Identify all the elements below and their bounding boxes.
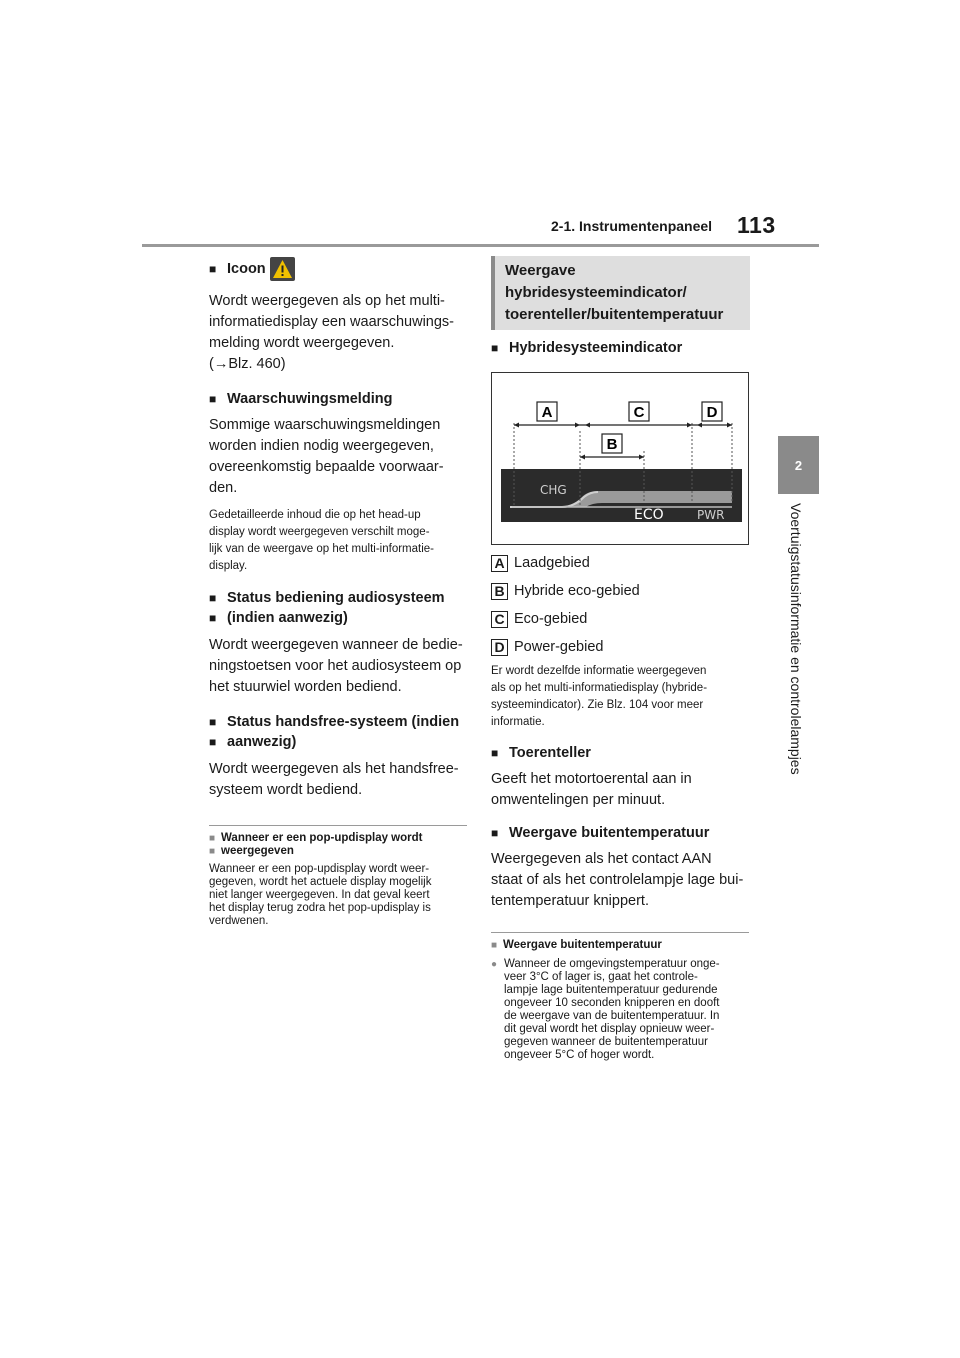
icoon-section [209,255,467,375]
buitentemp-line: Weergegeven als het contact AAN [491,851,712,867]
legend-letter: A [491,555,508,572]
chapter-tab: 2 [778,436,819,494]
waarschuwing-line: den. [209,480,238,496]
popup-note-heading: ■ Wanneer er een pop-updisplay wordt [209,832,467,845]
hybride-heading: ■ Hybridesysteemindicator [491,338,960,358]
buitentemp-note-heading: ■ Weergave buitentemperatuur [491,939,749,952]
audio-line: het stuurwiel worden bediend. [209,679,402,695]
popup-note-line: het display terug zodra het pop-updisplay is [209,902,431,914]
handsfree-section [209,712,467,801]
label-b: B [606,436,618,453]
right-column-body [491,553,749,1062]
legend-text: Hybride eco-gebied [514,583,640,599]
buitentemp-heading: ■ Weergave buitentemperatuur [491,823,749,843]
hybride-note: als op het multi-informatiedisplay (hybride- [491,682,708,694]
buitentemp-note-line: gegeven wanneer de buitentemperatuur [504,1036,708,1048]
legend-letter: D [491,639,508,656]
icoon-heading: ■ Icoon [209,255,467,283]
buitentemp-note-line: lampje lage buitentemperatuur gedurende [504,984,718,996]
label-c: C [633,404,645,421]
popup-note-line: gegeven, wordt het actuele display mogelijk [209,876,432,888]
icoon-line: Wordt weergegeven als op het multi- [209,293,445,309]
legend-letter: B [491,583,508,600]
legend-text: Power-gebied [514,639,604,655]
popup-note-line: Wanneer er een pop-updisplay wordt weer- [209,863,430,875]
icoon-line: melding wordt weergegeven. [209,335,395,351]
label-d: D [706,404,718,421]
waarschuwing-line: Sommige waarschuwingsmeldingen [209,417,441,433]
warning-triangle-icon [270,257,295,281]
waarschuwing-heading: ■ Waarschuwingsmelding [209,389,467,409]
buitentemp-note-line: ongeveer 5°C of hoger wordt. [504,1049,655,1061]
buitentemp-note-line: ● Wanneer de omgevingstemperatuur onge- [491,958,749,971]
left-column [209,255,467,928]
audio-heading: ■ Status bediening audiosysteem [209,588,467,608]
waarschuwing-line: overeenkomstig bepaalde voorwaar- [209,459,444,475]
buitentemp-line: tentemperatuur knippert. [491,893,649,909]
display-chg: CHG [540,483,567,497]
handsfree-line: systeem wordt bediend. [209,782,363,798]
buitentemp-note-line: de weergave van de buitentemperatuur. In [504,1010,720,1022]
waarschuwing-section [209,389,467,575]
popup-note-heading: ■ weergegeven [209,845,467,858]
legend-text: Laadgebied [514,555,590,571]
popup-note-line: verdwenen. [209,915,269,927]
label-a: A [541,404,553,421]
hybride-note: systeemindicator). Zie Blz. 104 voor meer [491,699,704,711]
section-title: 2-1. Instrumentenpaneel [551,218,713,234]
toerenteller-heading: ■ Toerenteller [491,743,749,763]
waarschuwing-note: lijk van de weergave op het multi-informatie- [209,543,434,555]
legend-item [491,553,749,573]
section-heading-line: toerenteller/buitentemperatuur [505,306,724,323]
display-eco: ECO [634,507,664,523]
toerenteller-line: Geeft het motortoerental aan in [491,771,692,787]
page-number: 113 [737,212,776,238]
display-pwr: PWR [697,508,725,522]
buitentemp-note-line: ongeveer 10 seconden knipperen en dooft [504,997,720,1009]
waarschuwing-note: display. [209,560,248,572]
hybrid-indicator-diagram [492,373,748,544]
icoon-line: informatiedisplay een waarschuwings- [209,314,455,330]
hybride-note: informatie. [491,716,545,728]
section-heading-line: hybridesysteemindicator/ [505,284,687,301]
waarschuwing-line: worden indien nodig weergegeven, [209,438,434,454]
popup-note-line: niet langer weergegeven. In dat geval keert [209,889,430,901]
handsfree-heading: ■ aanwezig) [209,732,467,752]
section-heading-line: Weergave [505,262,576,279]
legend-text: Eco-gebied [514,611,588,627]
audio-line: Wordt weergegeven wanneer de bedie- [209,637,463,653]
legend-letter: C [491,611,508,628]
audio-line: ningstoetsen voor het audiosysteem op [209,658,462,674]
handsfree-heading: ■ Status handsfree-systeem (indien [209,712,467,732]
waarschuwing-note: Gedetailleerde inhoud die op het head-up [209,509,421,521]
handsfree-line: Wordt weergegeven als het handsfree- [209,761,459,777]
section-heading-box [491,256,750,330]
buitentemp-note-line: dit geval wordt het display opnieuw weer- [504,1023,715,1035]
chapter-title: Voertuigstatusinformatie en controlelampjes [788,503,804,775]
header-rule [142,244,819,247]
legend-item [491,581,749,601]
toerenteller-line: omwentelingen per minuut. [491,792,666,808]
legend-item [491,637,749,657]
icoon-line: (→Blz. 460) [209,356,286,372]
audio-heading: ■ (indien aanwezig) [209,608,467,628]
popup-note [209,832,467,928]
hybrid-indicator-figure [491,372,749,545]
buitentemp-line: staat of als het controlelampje lage bui- [491,872,744,888]
legend-item [491,609,749,629]
waarschuwing-note: display wordt weergegeven verschilt moge- [209,526,430,538]
buitentemp-note-line: veer 3°C of lager is, gaat het controle- [504,971,698,983]
audio-section [209,588,467,698]
hybride-note: Er wordt dezelfde informatie weergegeven [491,665,707,677]
